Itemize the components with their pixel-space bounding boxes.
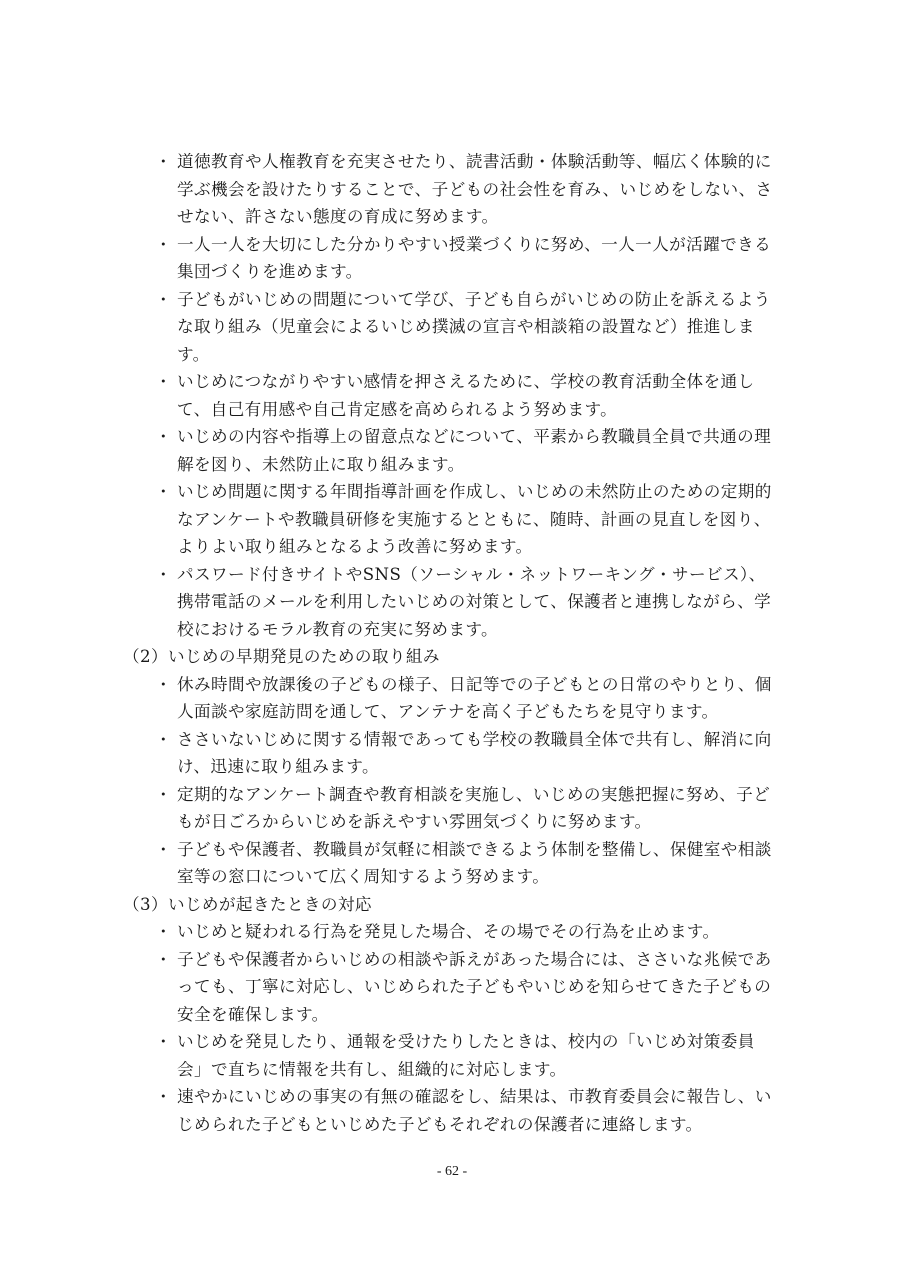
list-item [155, 781, 780, 836]
list-item-text: ささいないじめに関する情報であっても学校の教職員全体で共有し、解消に向け、迅速に取り組みます。 [177, 729, 772, 776]
list-item [155, 726, 780, 781]
bullet-marker: ・ [155, 784, 172, 804]
list-item-text: いじめの内容や指導上の留意点などについて、平素から教職員全員で共通の理解を図り、未然防止に取り組みます。 [177, 427, 772, 474]
list-item [155, 561, 780, 644]
list-item-text: いじめ問題に関する年間指導計画を作成し、いじめの未然防止のための定期的なアンケートや教職員研修を実施するとともに、随時、計画の見直しを図り、よりよい取り組みとなるよう改善に努めます。 [177, 482, 772, 556]
list-item-text: 子どもや保護者からいじめの相談や訴えがあった場合には、ささいな兆候であっても、丁寧に対応し、いじめられた子どもやいじめを知らせてきた子どもの安全を確保します。 [177, 949, 772, 1024]
list-item [155, 1028, 780, 1083]
list-item-text: 道徳教育や人権教育を充実させたり、読書活動・体験活動等、幅広く体験的に学ぶ機会を設けたりすることで、子どもの社会性を育み、いじめをしない、させない、許さない態度の育成に努めます。 [177, 152, 773, 226]
list-item-text: いじめにつながりやすい感情を押さえるために、学校の教育活動全体を通して、自己有用感や自己肯定感を高められるよう努めます。 [177, 372, 755, 419]
bullet-marker: ・ [155, 1032, 172, 1051]
list-item-text: いじめを発見したり、通報を受けたりしたときは、校内の「いじめ対策委員会」で直ちに情報を共有し、組織的に対応します。 [177, 1032, 755, 1079]
bullet-marker: ・ [155, 729, 172, 749]
list-item [155, 423, 780, 478]
list-item [155, 918, 780, 946]
bullet-marker: ・ [155, 152, 172, 171]
list-item-text: 子どもがいじめの問題について学び、子ども自らがいじめの防止を訴えるような取り組み（児童会によるいじめ撲滅の宣言や相談箱の設置など）推進します。 [177, 289, 771, 364]
list-item-text: パスワード付きサイトやSNS（ソーシャル・ネットワーキング・サービス）、携帯電話のメールを利用したいじめの対策として、保護者と連携しながら、学校におけるモラル教育の充実に努めます。 [177, 564, 772, 639]
bullet-marker: ・ [155, 289, 172, 309]
list-item [155, 671, 780, 726]
list-item [155, 286, 780, 369]
list-item-text: 一人一人を大切にした分かりやすい授業づくりに努め、一人一人が活躍できる集団づくりを進めます。 [177, 234, 772, 281]
list-item-text: 休み時間や放課後の子どもの様子、日記等での子どもとの日常のやりとり、個人面談や家庭訪問を通して、アンテナを高く子どもたちを見守ります。 [177, 674, 772, 721]
bullet-marker: ・ [155, 564, 172, 584]
list-item [155, 231, 780, 286]
list-item [155, 946, 780, 1029]
list-item [155, 1083, 780, 1138]
bullet-marker: ・ [155, 674, 172, 694]
bullet-marker: ・ [155, 482, 172, 501]
section-heading: （2）いじめの早期発見のための取り組み [123, 647, 440, 666]
page-number: - 62 - [436, 1164, 468, 1179]
bullet-marker: ・ [155, 1087, 172, 1106]
list-item-text: 定期的なアンケート調査や教育相談を実施し、いじめの実態把握に努め、子どもが日ごろからいじめを訴えやすい雰囲気づくりに努めます。 [177, 784, 771, 831]
list-item [155, 368, 780, 423]
bullet-marker: ・ [155, 839, 172, 859]
bullet-marker: ・ [155, 234, 172, 254]
list-item [155, 148, 780, 231]
list-item-text: いじめと疑われる行為を発見した場合、その場でその行為を止めます。 [177, 922, 720, 941]
list-item-text: 子どもや保護者、教職員が気軽に相談できるよう体制を整備し、保健室や相談室等の窓口について広く周知するよう努めます。 [177, 839, 772, 886]
bullet-marker: ・ [155, 372, 172, 391]
document-body [123, 148, 780, 1138]
bullet-marker: ・ [155, 427, 172, 446]
list-item [155, 836, 780, 891]
list-item-text: 速やかにいじめの事実の有無の確認をし、結果は、市教育委員会に報告し、いじめられた子どもといじめた子どもそれぞれの保護者に連絡します。 [177, 1087, 772, 1134]
section-heading: （3）いじめが起きたときの対応 [123, 894, 372, 914]
bullet-marker: ・ [155, 949, 172, 969]
list-item [155, 478, 780, 561]
bullet-marker: ・ [155, 922, 172, 941]
